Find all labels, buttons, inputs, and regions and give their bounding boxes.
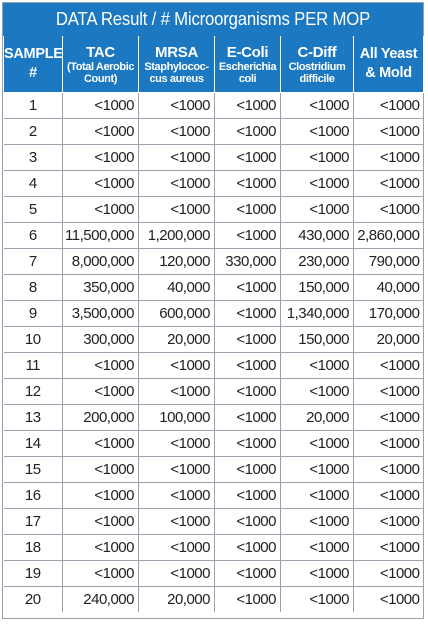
table-row	[4, 223, 424, 249]
table-row	[4, 145, 424, 171]
sample-cell: 17	[4, 509, 63, 535]
cdiff-cell: <1000	[281, 509, 354, 535]
title-bar	[3, 3, 423, 36]
tac-cell: 200,000	[63, 405, 139, 431]
ecoli-cell: <1000	[215, 483, 281, 509]
cdiff-cell: <1000	[281, 197, 354, 223]
header-sublabel: Escherichia coli	[218, 60, 277, 85]
cdiff-cell: <1000	[281, 171, 354, 197]
table-row	[4, 93, 424, 119]
header-label: E-Coli	[226, 43, 269, 61]
sample-cell: 19	[4, 561, 63, 587]
sample-cell: 8	[4, 275, 63, 301]
ecoli-cell: <1000	[215, 197, 281, 223]
table-row	[4, 405, 424, 431]
mrsa-cell: <1000	[139, 93, 215, 119]
header-sublabel: Staphylococ-cus aureus	[144, 60, 209, 85]
sample-cell: 5	[4, 197, 63, 223]
mrsa-cell: <1000	[139, 171, 215, 197]
yeast-mold-cell: <1000	[354, 457, 424, 483]
yeast-mold-cell: <1000	[354, 483, 424, 509]
ecoli-cell: <1000	[215, 587, 281, 613]
table-row	[4, 457, 424, 483]
mrsa-cell: <1000	[139, 379, 215, 405]
column-header-tac	[63, 36, 139, 93]
mrsa-cell: 120,000	[139, 249, 215, 275]
sample-cell: 10	[4, 327, 63, 353]
mrsa-cell: <1000	[139, 145, 215, 171]
tac-cell: 3,500,000	[63, 301, 139, 327]
yeast-mold-cell: <1000	[354, 171, 424, 197]
mrsa-cell: 20,000	[139, 327, 215, 353]
mrsa-cell: 100,000	[139, 405, 215, 431]
yeast-mold-cell: <1000	[354, 431, 424, 457]
ecoli-cell: <1000	[215, 535, 281, 561]
ecoli-cell: <1000	[215, 561, 281, 587]
cdiff-cell: <1000	[281, 353, 354, 379]
yeast-mold-cell: <1000	[354, 561, 424, 587]
mrsa-cell: <1000	[139, 197, 215, 223]
table-row	[4, 275, 424, 301]
yeast-mold-cell: <1000	[354, 119, 424, 145]
sample-cell: 2	[4, 119, 63, 145]
ecoli-cell: <1000	[215, 457, 281, 483]
table-row	[4, 561, 424, 587]
header-label: All Yeast	[359, 46, 418, 62]
sample-cell: 7	[4, 249, 63, 275]
ecoli-cell: <1000	[215, 431, 281, 457]
table-row	[4, 197, 424, 223]
tac-cell: 300,000	[63, 327, 139, 353]
yeast-mold-cell: <1000	[354, 405, 424, 431]
mrsa-cell: <1000	[139, 483, 215, 509]
tac-cell: <1000	[63, 93, 139, 119]
sample-cell: 12	[4, 379, 63, 405]
mrsa-cell: 1,200,000	[139, 223, 215, 249]
sample-cell: 11	[4, 353, 63, 379]
yeast-mold-cell: <1000	[354, 379, 424, 405]
tac-cell: 8,000,000	[63, 249, 139, 275]
mrsa-cell: <1000	[139, 119, 215, 145]
column-header-ecoli	[215, 36, 281, 93]
yeast-mold-cell: <1000	[354, 587, 424, 613]
yeast-mold-cell: <1000	[354, 93, 424, 119]
cdiff-cell: <1000	[281, 431, 354, 457]
yeast-mold-cell: 2,860,000	[354, 223, 424, 249]
tac-cell: 11,500,000	[63, 223, 139, 249]
sample-cell: 18	[4, 535, 63, 561]
ecoli-cell: <1000	[215, 223, 281, 249]
tac-cell: <1000	[63, 171, 139, 197]
table-row	[4, 535, 424, 561]
table-title: DATA Result / # Microorganisms PER MOP	[18, 3, 409, 36]
sample-cell: 4	[4, 171, 63, 197]
mrsa-cell: 40,000	[139, 275, 215, 301]
tac-cell: <1000	[63, 561, 139, 587]
cdiff-cell: 1,340,000	[281, 301, 354, 327]
sample-cell: 6	[4, 223, 63, 249]
table-row	[4, 327, 424, 353]
cdiff-cell: <1000	[281, 457, 354, 483]
yeast-mold-cell: <1000	[354, 353, 424, 379]
tac-cell: 350,000	[63, 275, 139, 301]
ecoli-cell: 330,000	[215, 249, 281, 275]
results-table	[3, 36, 424, 612]
ecoli-cell: <1000	[215, 119, 281, 145]
ecoli-cell: <1000	[215, 171, 281, 197]
mrsa-cell: <1000	[139, 561, 215, 587]
yeast-mold-cell: 40,000	[354, 275, 424, 301]
tac-cell: <1000	[63, 509, 139, 535]
sample-cell: 3	[4, 145, 63, 171]
table-row	[4, 353, 424, 379]
cdiff-cell: 150,000	[281, 275, 354, 301]
yeast-mold-cell: 20,000	[354, 327, 424, 353]
yeast-mold-cell: <1000	[354, 535, 424, 561]
tac-cell: <1000	[63, 145, 139, 171]
header-label: C-Diff	[297, 43, 337, 61]
mrsa-cell: <1000	[139, 457, 215, 483]
tac-cell: <1000	[63, 197, 139, 223]
mrsa-cell: <1000	[139, 353, 215, 379]
cdiff-cell: <1000	[281, 561, 354, 587]
header-label: TAC	[86, 43, 115, 61]
header-label: MRSA	[155, 43, 198, 61]
sample-cell: 15	[4, 457, 63, 483]
yeast-mold-cell: <1000	[354, 197, 424, 223]
column-header-mrsa	[139, 36, 215, 93]
mrsa-cell: <1000	[139, 509, 215, 535]
ecoli-cell: <1000	[215, 379, 281, 405]
ecoli-cell: <1000	[215, 93, 281, 119]
cdiff-cell: 20,000	[281, 405, 354, 431]
ecoli-cell: <1000	[215, 327, 281, 353]
mrsa-cell: <1000	[139, 535, 215, 561]
cdiff-cell: 150,000	[281, 327, 354, 353]
sample-cell: 1	[4, 93, 63, 119]
header-sublabel: (Total Aerobic Count)	[66, 60, 135, 85]
ecoli-cell: <1000	[215, 405, 281, 431]
yeast-mold-cell: 170,000	[354, 301, 424, 327]
ecoli-cell: <1000	[215, 301, 281, 327]
tac-cell: <1000	[63, 431, 139, 457]
sample-cell: 9	[4, 301, 63, 327]
header-sublabel: Clostridium difficile	[288, 60, 346, 85]
results-table-panel	[2, 2, 424, 619]
table-row	[4, 249, 424, 275]
ecoli-cell: <1000	[215, 145, 281, 171]
table-row	[4, 379, 424, 405]
cdiff-cell: 430,000	[281, 223, 354, 249]
table-row	[4, 119, 424, 145]
tac-cell: <1000	[63, 457, 139, 483]
table-row	[4, 431, 424, 457]
yeast-mold-cell: 790,000	[354, 249, 424, 275]
table-row	[4, 509, 424, 535]
ecoli-cell: <1000	[215, 353, 281, 379]
cdiff-cell: <1000	[281, 119, 354, 145]
header-label: SAMPLE	[4, 46, 63, 62]
sample-cell: 13	[4, 405, 63, 431]
table-row	[4, 483, 424, 509]
header-sublabel: #	[29, 65, 37, 81]
sample-cell: 16	[4, 483, 63, 509]
header-row	[4, 36, 424, 93]
sample-cell: 20	[4, 587, 63, 613]
column-header-cdiff	[281, 36, 354, 93]
sample-cell: 14	[4, 431, 63, 457]
tac-cell: <1000	[63, 379, 139, 405]
table-row	[4, 171, 424, 197]
tac-cell: <1000	[63, 535, 139, 561]
cdiff-cell: <1000	[281, 93, 354, 119]
cdiff-cell: 230,000	[281, 249, 354, 275]
tac-cell: <1000	[63, 483, 139, 509]
cdiff-cell: <1000	[281, 379, 354, 405]
tac-cell: <1000	[63, 353, 139, 379]
cdiff-cell: <1000	[281, 145, 354, 171]
table-row	[4, 301, 424, 327]
table-row	[4, 587, 424, 613]
mrsa-cell: 600,000	[139, 301, 215, 327]
column-header-yeast-mold	[354, 36, 424, 93]
cdiff-cell: <1000	[281, 535, 354, 561]
tac-cell: 240,000	[63, 587, 139, 613]
mrsa-cell: 20,000	[139, 587, 215, 613]
header-sublabel: & Mold	[365, 65, 412, 81]
mrsa-cell: <1000	[139, 431, 215, 457]
ecoli-cell: <1000	[215, 275, 281, 301]
cdiff-cell: <1000	[281, 483, 354, 509]
tac-cell: <1000	[63, 119, 139, 145]
yeast-mold-cell: <1000	[354, 509, 424, 535]
yeast-mold-cell: <1000	[354, 145, 424, 171]
ecoli-cell: <1000	[215, 509, 281, 535]
cdiff-cell: <1000	[281, 587, 354, 613]
table-body	[4, 93, 424, 613]
column-header-sample	[4, 36, 63, 93]
